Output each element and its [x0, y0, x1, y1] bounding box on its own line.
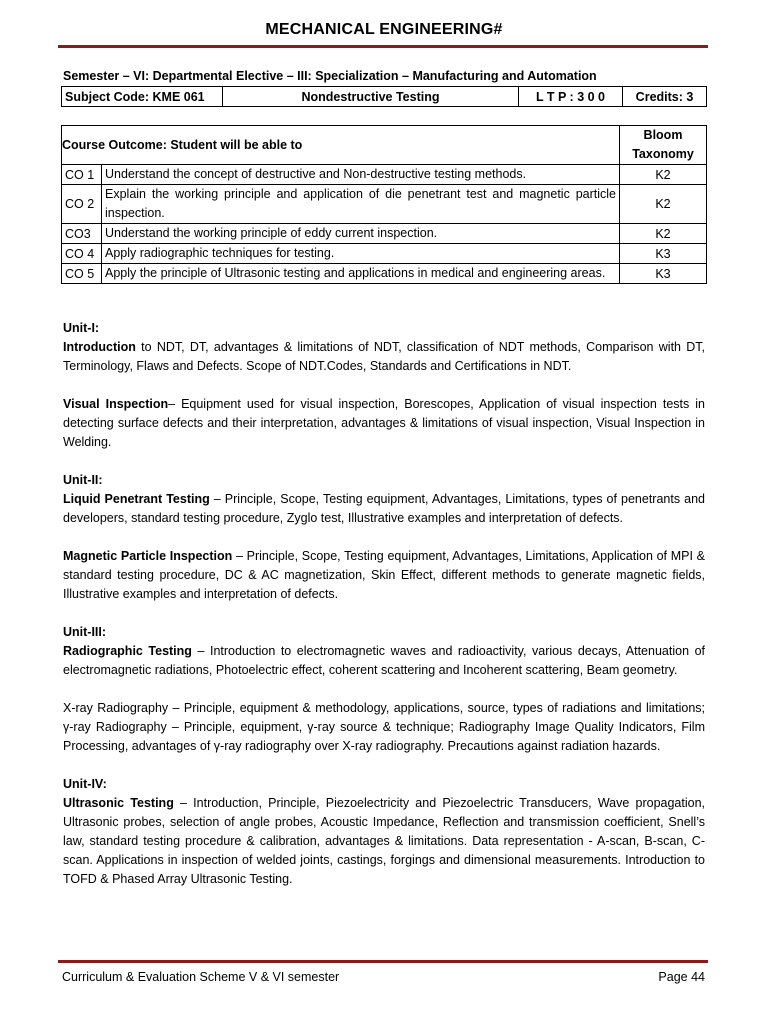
- topic-title: Visual Inspection: [63, 397, 169, 411]
- unit-4-heading: Unit-IV:: [63, 777, 107, 791]
- topic-title: Radiographic Testing: [63, 644, 192, 658]
- table-row: [62, 185, 707, 224]
- topic-title: Ultrasonic Testing: [63, 796, 174, 810]
- subject-code: Subject Code: KME 061: [62, 87, 223, 107]
- subject-credits: Credits: 3: [623, 87, 707, 107]
- unit-3-heading: Unit-III:: [63, 625, 107, 639]
- unit-4-ultrasonic: [63, 794, 705, 889]
- footer-rule: [58, 960, 708, 963]
- unit-1-visual: [63, 395, 705, 452]
- co-level: K2: [620, 185, 707, 224]
- semester-line: Semester – VI: Departmental Elective – III: Specialization – Manufacturing and Automation: [63, 69, 597, 83]
- co-level: K3: [620, 244, 707, 264]
- co-text: Apply radiographic techniques for testing.: [102, 244, 620, 264]
- topic-title: Liquid Penetrant Testing: [63, 492, 210, 506]
- co-code: CO 2: [62, 185, 102, 224]
- co-code: CO 5: [62, 264, 102, 284]
- header-rule: [58, 45, 708, 48]
- outcomes-header: Course Outcome: Student will be able to: [62, 126, 620, 165]
- unit-2-liquid: [63, 490, 705, 528]
- footer-text: Curriculum & Evaluation Scheme V & VI semester: [62, 970, 340, 984]
- topic-text: – Introduction, Principle, Piezoelectricity and Piezoelectric Transducers, Wave propagation, Ultrasonic probes, selection of angle probes, Acoustic Impedance, Reflection and transmission coefficient, Snell’s law, standard testing procedure & calibration, advantages & limitations. Data representation - A-scan, B-scan, C-scan. Applications in inspection of welded joints, castings, forgings and dimensional measurements. Introduction to TOFD & Phased Array Ultrasonic Testing.: [63, 796, 706, 886]
- table-row: [62, 264, 707, 284]
- unit-3-xray: X-ray Radiography – Principle, equipment & methodology, applications, source, types of radiations and limitations; γ-ray Radiography – Principle, equipment, γ-ray source & technique; Radiography Image Quality Indicators, Film Processing, advantages of γ-ray radiography over X-ray radiography. Precautions against radiation hazards.: [63, 701, 705, 753]
- co-level: K2: [620, 224, 707, 244]
- topic-text: – Principle, Scope, Testing equipment, Advantages, Limitations, types of penetrants and developers, standard testing procedure, Zyglo test, Illustrative examples and interpretation of defects.: [63, 492, 705, 525]
- co-text: Explain the working principle and application of die penetrant test and magnetic particle inspection.: [102, 185, 620, 224]
- table-row: [62, 224, 707, 244]
- co-level: K3: [620, 264, 707, 284]
- subject-ltp: L T P : 3 0 0: [519, 87, 623, 107]
- co-code: CO 1: [62, 165, 102, 185]
- unit-2-heading: Unit-II:: [63, 473, 103, 487]
- topic-text: to NDT, DT, advantages & limitations of NDT, classification of NDT methods, Comparison with DT, Terminology, Flaws and Defects. Scope of NDT.Codes, Standards and Certifications in NDT.: [63, 340, 705, 373]
- page-number: Page 44: [658, 970, 705, 984]
- co-code: CO 4: [62, 244, 102, 264]
- unit-2-magnetic: [63, 547, 705, 604]
- syllabus-content: [63, 319, 705, 889]
- topic-text: – Principle, Scope, Testing equipment, Advantages, Limitations, Application of MPI & standard testing procedure, DC & AC magnetization, Skin Effect, different methods to generate magnetic fields, Illustrative examples and interpretation of defects.: [63, 549, 705, 601]
- co-code: CO3: [62, 224, 102, 244]
- outcomes-header-row: [62, 126, 707, 165]
- bloom-header-line1: Bloom: [643, 128, 683, 142]
- table-row: [62, 165, 707, 185]
- topic-title: Magnetic Particle Inspection: [63, 549, 233, 563]
- topic-title: Introduction: [63, 340, 136, 354]
- table-row: [62, 244, 707, 264]
- co-level: K2: [620, 165, 707, 185]
- page-title: MECHANICAL ENGINEERING#: [265, 21, 503, 38]
- subject-row: [62, 87, 707, 107]
- subject-name: Nondestructive Testing: [223, 87, 519, 107]
- topic-text: – Equipment used for visual inspection, Borescopes, Application of visual inspection tests in detecting surface defects and their interpretation, advantages & limitations of visual inspection, Visual Inspection in Welding.: [63, 397, 705, 449]
- unit-1-heading: Unit-I:: [63, 321, 100, 335]
- co-text: Apply the principle of Ultrasonic testing and applications in medical and engineering areas.: [102, 264, 620, 284]
- subject-table: [61, 86, 707, 107]
- unit-3-radiographic: [63, 642, 705, 680]
- unit-1-intro: [63, 338, 705, 376]
- bloom-header-line2: Taxonomy: [632, 147, 694, 161]
- bloom-header: [620, 126, 707, 165]
- course-outcomes-table: [61, 125, 707, 284]
- topic-text: – Introduction to electromagnetic waves and radioactivity, various decays, Attenuation of electromagnetic radiations, Photoelectric effect, coherent scattering and Incoherent scattering, Beam geometry.: [63, 644, 705, 677]
- co-text: Understand the concept of destructive and Non-destructive testing methods.: [102, 165, 620, 185]
- co-text: Understand the working principle of eddy current inspection.: [102, 224, 620, 244]
